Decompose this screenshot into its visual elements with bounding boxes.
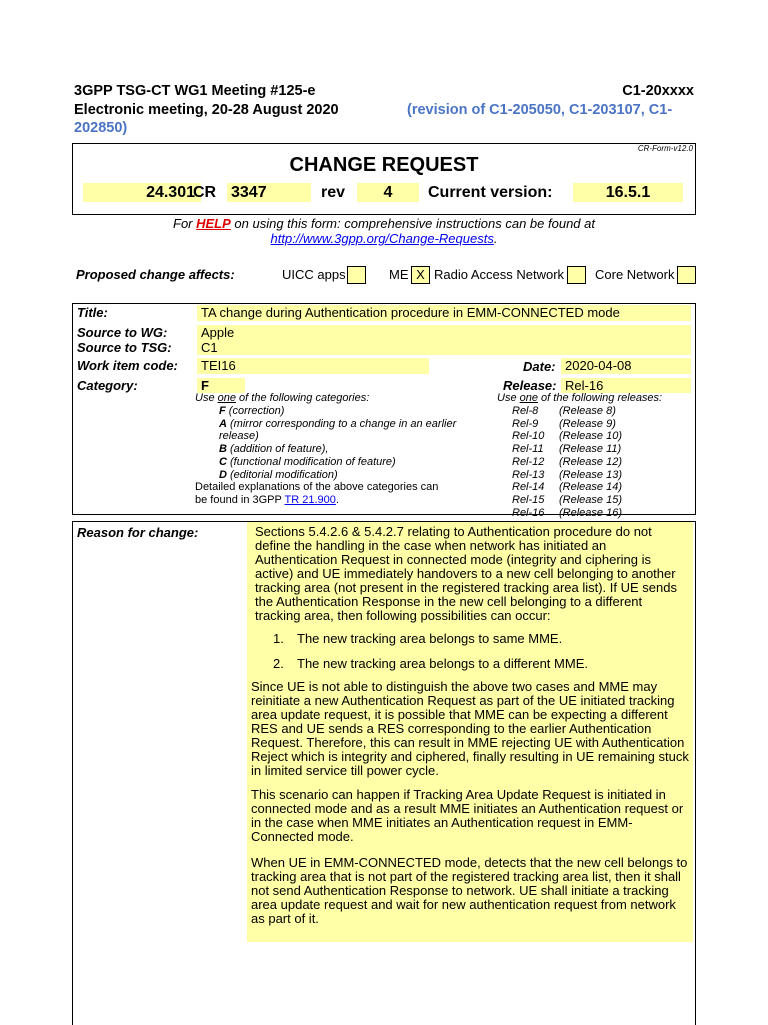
meeting-location: Electronic meeting, 20-28 August 2020 — [74, 102, 339, 118]
rev-label: rev — [321, 184, 346, 201]
ran-label: Radio Access Network — [434, 267, 565, 282]
reason-paragraph-3: This scenario can happen if Tracking Area Update Request is initiated in connected mode and as a result MME initiates an Authentication request or in the case when MME initiates an Authentication request in EMM-Connected mode. — [251, 787, 684, 844]
form-title: CHANGE REQUEST — [289, 154, 479, 176]
release-label: Release: — [503, 378, 557, 393]
cr-number: 3347 — [227, 183, 311, 202]
releases-list — [512, 405, 622, 519]
spec-number: 24.301 — [83, 183, 201, 202]
revision-line-1: (revision of C1-205050, C1-203107, C1- — [407, 102, 673, 118]
release-item: Rel-14 (Release 14) — [512, 481, 622, 494]
category-item: B (addition of feature), — [219, 443, 329, 456]
cr-label: CR — [193, 184, 217, 201]
meeting-title: 3GPP TSG-CT WG1 Meeting #125-e — [74, 83, 316, 99]
release-value: Rel-16 — [561, 378, 691, 393]
release-item: Rel-13 (Release 13) — [512, 468, 622, 481]
release-item: Rel-10 (Release 10) — [512, 430, 622, 443]
cr-fields-box — [72, 303, 696, 519]
form-version: CR-Form-v12.0 — [637, 144, 693, 153]
help-line: For HELP on using this form: comprehensive instructions can be found at — [173, 216, 595, 231]
release-item: Rel-16 (Release 16) — [512, 506, 622, 519]
release-item: Rel-11 (Release 11) — [512, 443, 622, 456]
category-item: D (editorial modification) — [219, 468, 338, 481]
uicc-checkbox[interactable] — [347, 266, 366, 284]
current-version: 16.5.1 — [573, 183, 683, 202]
current-version-label: Current version: — [428, 184, 553, 201]
tr-21900-link[interactable]: TR 21.900 — [284, 494, 336, 506]
categories-intro: Use one of the following categories: — [195, 392, 370, 404]
cr-header-box — [72, 143, 696, 215]
reason-text-area — [247, 522, 693, 942]
categories-list — [219, 405, 456, 481]
date-label: Date: — [523, 359, 556, 374]
release-item: Rel-15 (Release 15) — [512, 493, 622, 506]
reason-box — [72, 521, 696, 1025]
categories-detail — [195, 481, 438, 507]
releases-intro: Use one of the following releases: — [497, 392, 663, 404]
ran-checkbox[interactable] — [567, 266, 586, 284]
help-link[interactable]: HELP — [196, 216, 231, 231]
categories-detail-line: be found in 3GPP TR 21.900. — [195, 494, 339, 506]
reason-paragraph-1: Sections 5.4.2.6 & 5.4.2.7 relating to Authentication procedure do not define the handling in the case when network has initiated an Authentication Request in connected mode (integrity and ciphering is active) and UE immediately handovers to a new cell belonging to another tracking area (not present in the registered tracking area list). If UE sends the Authentication Response in the new cell belonging to a different tracking area, then following possibilities can occur: — [255, 524, 677, 623]
work-item-value: TEI16 — [197, 358, 429, 374]
help-url-line: http://www.3gpp.org/Change-Requests. — [270, 231, 498, 246]
me-checkbox[interactable]: X — [411, 266, 430, 284]
title-value: TA change during Authentication procedure in EMM-CONNECTED mode — [197, 305, 691, 321]
category-item: C (functional modification of feature) — [219, 455, 396, 468]
category-item: A (mirror corresponding to a change in an earlier — [219, 417, 457, 430]
categories-detail-line: Detailed explanations of the above categories can — [195, 481, 439, 493]
source-wg-value: Apple — [197, 325, 691, 340]
work-item-label: Work item code: — [77, 358, 178, 373]
reason-paragraph-2: Since UE is not able to distinguish the above two cases and MME may reinitiate a new Authentication Request as part of the UE initiated tracking area update request, it is possible that MME can be expecting a different RES and UE sends a RES corresponding to the earlier Authentication Request. Therefore, this can result in MME rejecting UE with Authentication Reject which is integrity and ciphered, finally resulting in UE remaining stuck in limited service till power cycle. — [251, 679, 689, 778]
revision-line-2: 202850) — [74, 120, 128, 136]
me-label: ME — [389, 267, 409, 282]
date-value: 2020-04-08 — [561, 358, 691, 374]
release-item: Rel-12 (Release 12) — [512, 455, 622, 468]
category-label: Category: — [77, 378, 138, 393]
title-label: Title: — [77, 305, 108, 320]
uicc-label: UICC apps — [282, 267, 346, 282]
source-tsg-value: C1 — [197, 340, 691, 355]
rev-number: 4 — [357, 183, 419, 202]
reason-list-item: 2. The new tracking area belongs to a different MME. — [273, 656, 588, 671]
reason-label: Reason for change: — [77, 525, 199, 540]
release-item: Rel-9 (Release 9) — [512, 417, 616, 430]
document-number: C1-20xxxx — [622, 83, 694, 99]
affects-label: Proposed change affects: — [76, 267, 235, 282]
reason-paragraph-4: When UE in EMM-CONNECTED mode, detects that the new cell belongs to tracking area that is not part of the registered tracking area list, then it shall not send Authentication Response to network. UE shall initiate a tracking area update request and wait for new authentication request from network as part of it. — [251, 855, 688, 926]
release-item: Rel-8 (Release 8) — [512, 405, 616, 417]
reason-list-item: 1. The new tracking area belongs to same MME. — [273, 631, 563, 646]
change-requests-link[interactable]: http://www.3gpp.org/Change-Requests — [270, 231, 494, 246]
source-tsg-label: Source to TSG: — [77, 340, 172, 355]
core-label: Core Network — [595, 267, 675, 282]
category-value: F — [197, 378, 245, 393]
source-wg-label: Source to WG: — [77, 325, 168, 340]
category-item: release) — [219, 430, 259, 443]
core-checkbox[interactable] — [677, 266, 696, 284]
category-item: F (correction) — [219, 405, 285, 417]
